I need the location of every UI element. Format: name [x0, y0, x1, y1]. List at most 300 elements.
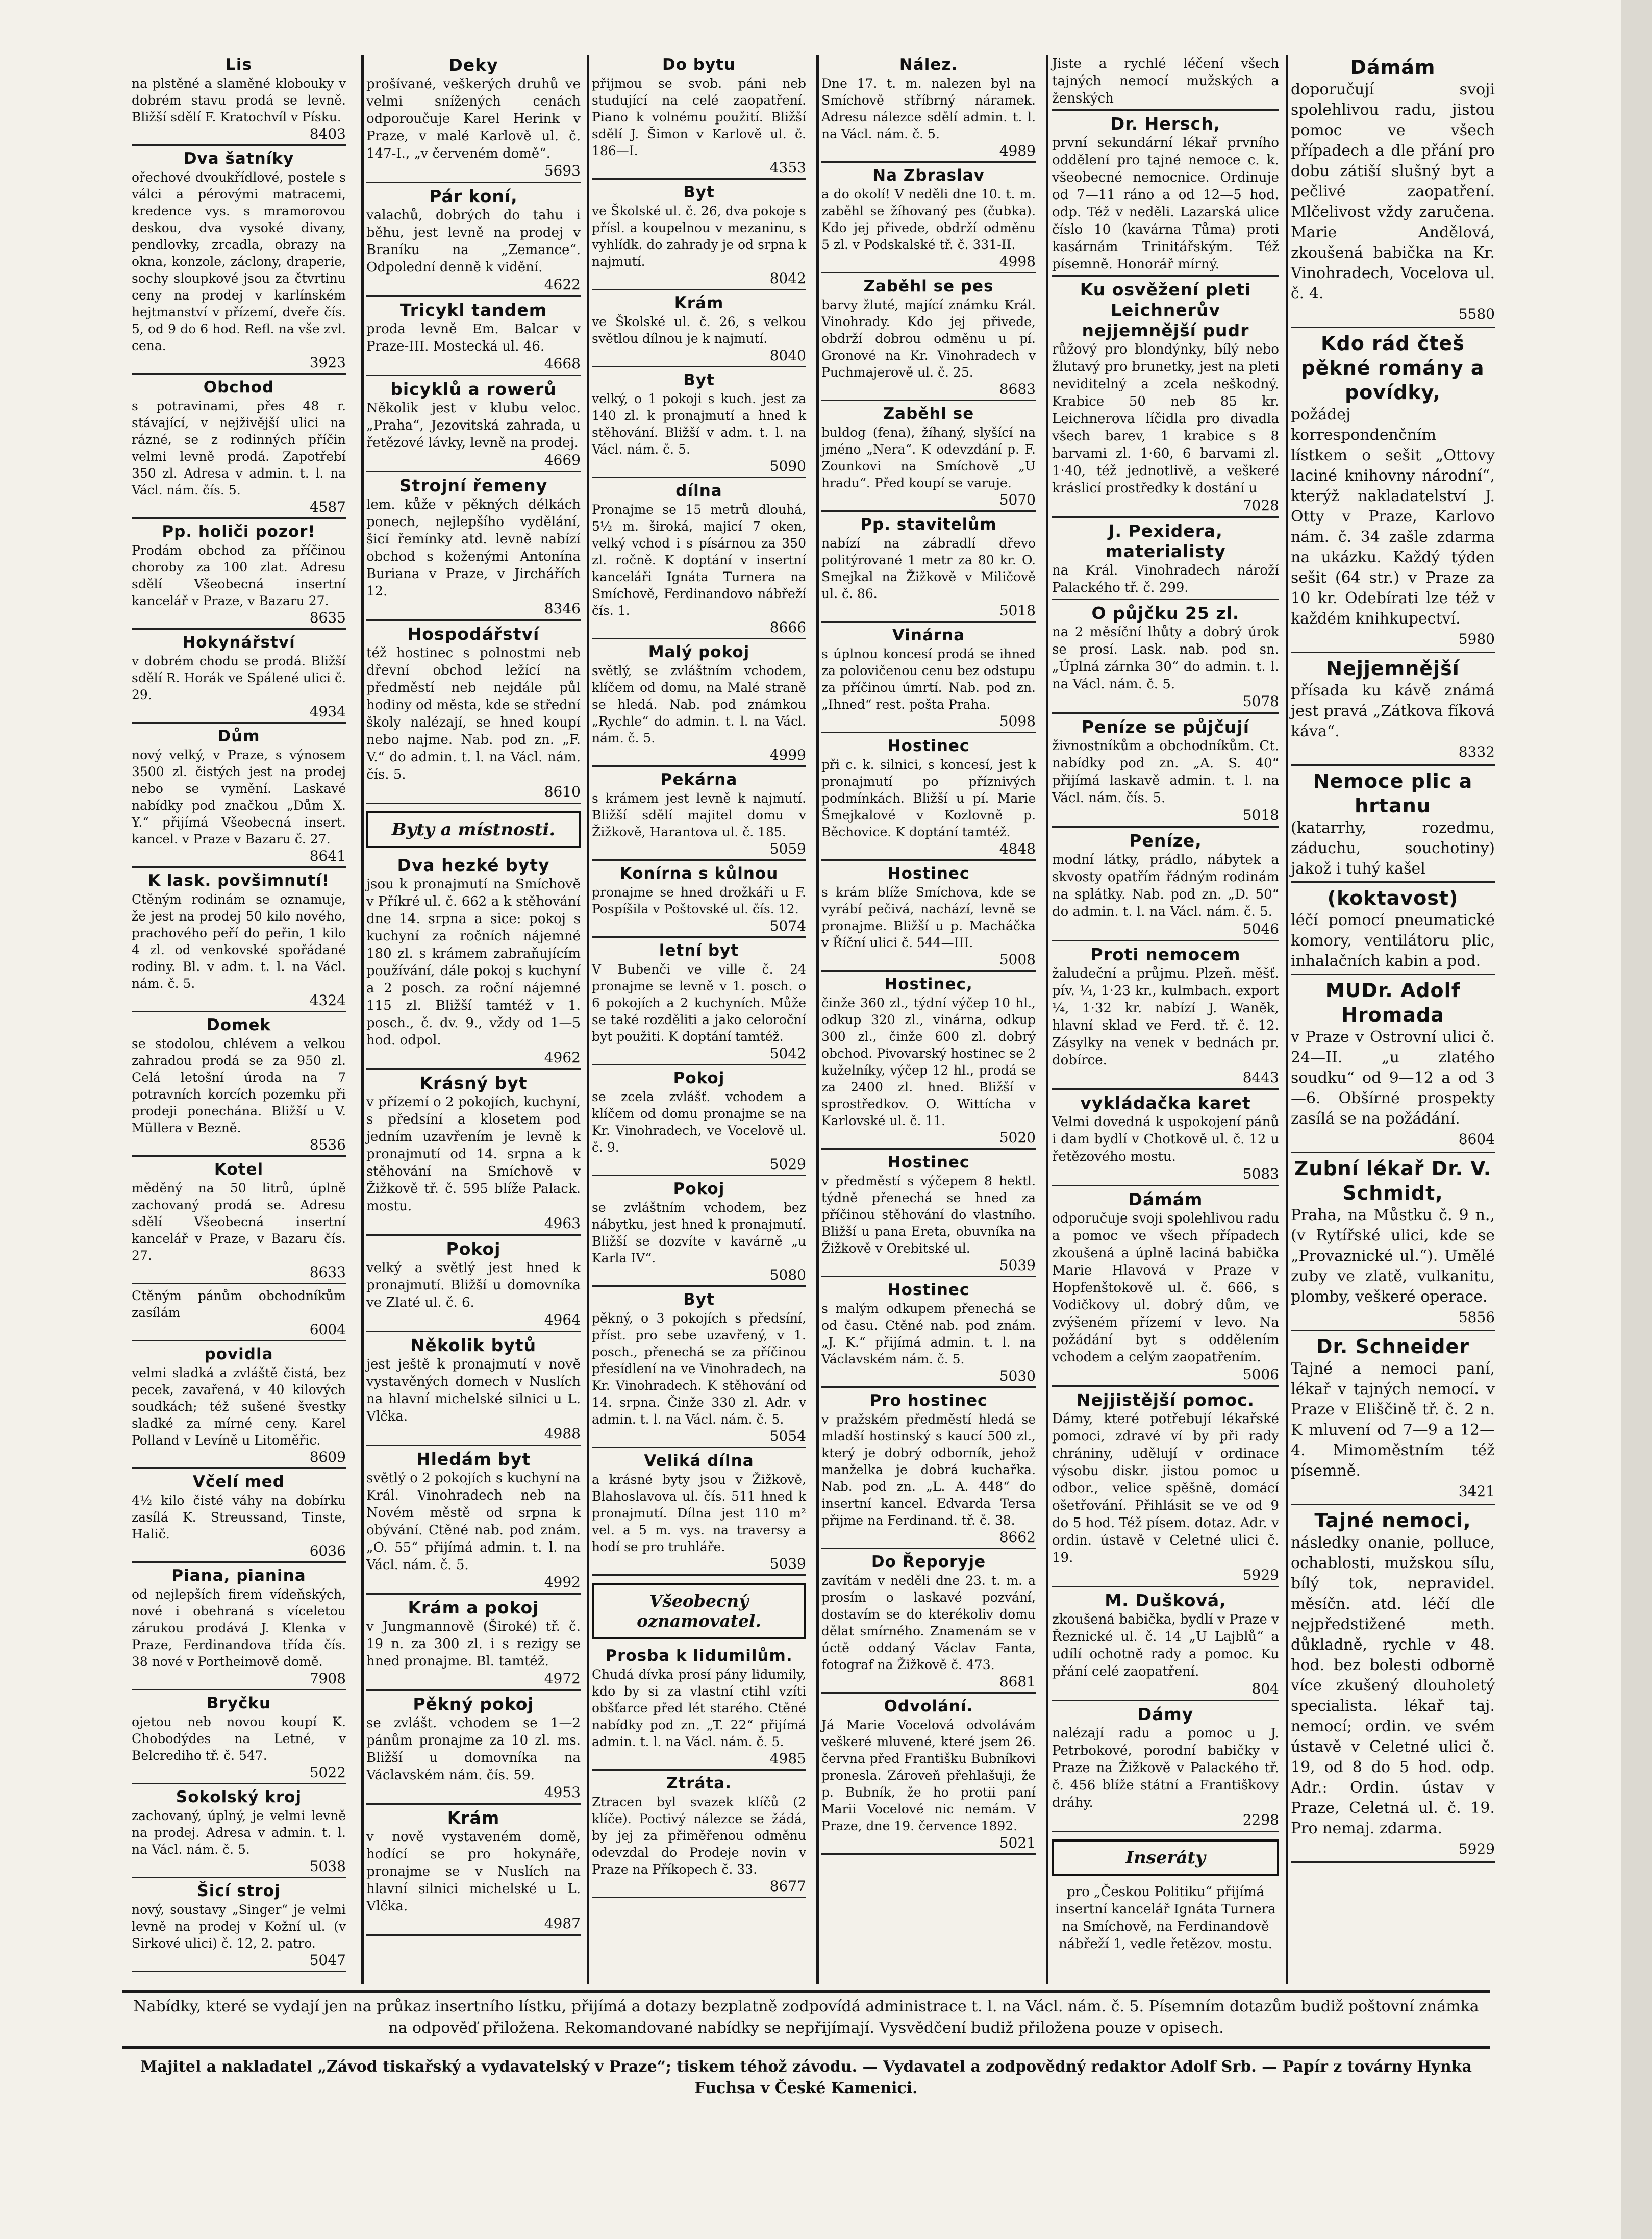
ad-body: modní látky, prádlo, nábytek a skvosty opatřím řádným rodinám na splátky. Nab. pod zn. „D. 50“ do admin. t. l. na Václ. nám. č. 5. — [1052, 852, 1279, 919]
ad-title: Strojní řemeny — [399, 476, 548, 495]
ad-title: Pp. holiči pozor! — [162, 523, 316, 541]
ad-body: Praha, na Můstku č. 9 n., (v Rytířské ulici, kde se „Provaznické ul.“). Umělé zuby ve zlatě, vulkanitu, plomby, veškeré operace. — [1291, 1206, 1495, 1306]
ad-body: léčí pomocí pneumatické komory, ventilátoru plic, inhalačních kabin a pod. — [1291, 911, 1495, 970]
classified-ad — [1052, 1093, 1279, 1186]
ad-number: 4972 — [544, 1670, 581, 1687]
ad-separator — [592, 1447, 806, 1448]
ad-title: Krásný byt — [419, 1073, 528, 1093]
ad-separator — [132, 1155, 346, 1157]
ad-separator — [821, 1853, 1036, 1855]
ad-title: J. Pexidera, materialisty — [1105, 521, 1226, 561]
ad-separator — [1291, 327, 1495, 328]
ad-number: 8040 — [769, 347, 806, 364]
ad-separator — [592, 859, 806, 861]
ad-title: Hostinec — [887, 1281, 970, 1299]
ad-title: Pokoj — [673, 1069, 725, 1087]
ad-title: Odvolání. — [884, 1697, 973, 1715]
ad-body: pronajme se hned drožkáři u F. Pospíšila v Poštovské ul. čís. 12. — [592, 885, 806, 916]
ad-separator — [366, 1934, 581, 1936]
ad-title: Obchod — [203, 378, 274, 396]
imprint: Majitel a nakladatel „Závod tiskařský a vydavatelský v Praze“; tiskem téhož závodu. — Vydavatel a zodpovědný redaktor Adolf Srb. — Papír z továrny Hynka Fuchsa v České Kamenici. — [140, 2058, 1472, 2097]
ad-title: Pp. stavitelům — [860, 515, 997, 534]
ad-title: Dámám — [1128, 1189, 1203, 1209]
classified-ad — [821, 515, 1036, 623]
ad-separator — [592, 936, 806, 938]
ad-number: 5080 — [769, 1266, 806, 1283]
ad-number: 4669 — [544, 452, 581, 468]
ad-number: 5008 — [999, 951, 1036, 968]
ad-body: a do okolí! V neděli dne 10. t. m. zaběhl se žíhovaný pes (čubka). Kdo jej přivede, obdrží odměnu 5 zl. v Podskalské tř. č. 331-II. — [821, 187, 1036, 252]
ad-separator — [132, 1783, 346, 1784]
ad-column-1 — [132, 55, 346, 1975]
ad-title: Peníze se půjčují — [1081, 717, 1250, 737]
ad-title: Do Řeporyje — [871, 1553, 986, 1571]
ad-title: Pár koní, — [429, 186, 518, 206]
ad-body: s krámem jest levně k najmutí. Bližší sdělí majitel domu v Žižkově, Harantova ul. č. 185. — [592, 791, 806, 839]
ad-separator — [1291, 1330, 1495, 1331]
section-banner: Inseráty — [1052, 1839, 1279, 1876]
ad-separator — [592, 1064, 806, 1065]
ad-body: Pronajme se 15 metrů dlouhá, 5½ m. široká, majicí 7 oken, velký vchod i s písárnou za 350 zl. ročně. K doptání v insertní kanceláři Ignáta Turnera na Smíchově, Ferdinandovo nábřeží čís. 1. — [592, 502, 806, 618]
column-rule — [816, 55, 819, 1984]
classified-ad — [1291, 1156, 1495, 1331]
ad-body: Ctěným pánům obchodníkům zasílám — [132, 1288, 346, 1320]
ad-number: 4848 — [999, 840, 1036, 857]
ad-body: Chudá dívka prosí pány lidumily, kdo by si za vlastní ctihl vzíti obšťarce před lét starého. Ctěné nabídky pod zn. „T. 22“ přijímá admin. t. l. na Václ. nám. č. 5. — [592, 1667, 806, 1749]
classified-ad — [1052, 831, 1279, 941]
ad-title: Do bytu — [662, 56, 736, 74]
ad-separator — [132, 1971, 346, 1972]
classified-ad — [592, 370, 806, 478]
ad-number: 8610 — [544, 783, 581, 800]
ad-number: 5018 — [999, 602, 1036, 619]
ad-separator — [821, 272, 1036, 273]
ad-separator — [821, 161, 1036, 163]
ad-separator — [821, 970, 1036, 972]
ad-title: Ku osvěžení pleti Leichnerův nejjemnější pudr — [1080, 280, 1251, 340]
ad-title: Zubní lékař Dr. V. Schmidt, — [1294, 1157, 1492, 1204]
ad-number: 8677 — [769, 1878, 806, 1895]
ad-separator — [592, 1897, 806, 1898]
ad-title: Proti nemocem — [1090, 944, 1241, 964]
ad-separator — [366, 182, 581, 183]
ad-number: 5929 — [1242, 1566, 1279, 1583]
ad-number: 4353 — [769, 159, 806, 176]
ad-number: 4985 — [769, 1750, 806, 1767]
ad-title: Dámy — [1137, 1704, 1194, 1724]
footer-rule — [122, 1990, 1490, 1993]
ad-body: nový, soustavy „Singer“ je velmi levně na prodej v Kožní ul. (v Sirkové ulici) č. 12, 2. patro. — [132, 1902, 346, 1951]
ad-body: zavítám v neděli dne 23. t. m. a prosím o laskavé pozvání, dostavím se do kterékoliv domu dělat smírného. Znamenám se v úctě oddaný Václav Fanta, fotograf na Žižkově č. 473. — [821, 1573, 1036, 1672]
ad-column-5 — [1052, 55, 1279, 1956]
ad-title: Dva šatníky — [183, 150, 294, 168]
ad-number: 8403 — [309, 126, 346, 142]
ad-title: Pokoj — [673, 1180, 725, 1198]
ad-separator — [366, 1331, 581, 1332]
ad-title: Zaběhl se pes — [863, 277, 994, 295]
ad-separator — [132, 1283, 346, 1284]
ad-separator — [366, 1068, 581, 1070]
ad-body: Prodám obchod za příčinou choroby za 100 zlat. Adresu sdělí Všeobecná insertní kancelář v Praze, v Bazaru 27. — [132, 543, 346, 608]
ad-body: barvy žluté, mající známku Král. Vinohrady. Kdo jej přivede, obdrží dobrou odměnu u pí. Gronové na Kr. Vinohradech v Puchmajerově ul. č. 25. — [821, 297, 1036, 380]
ad-body: doporučují svoji spolehlivou radu, jistou pomoc ve všech případech a dle přání pro dobu zátiší slušný byt a pečlivé zaopatření. Mlčelivost vždy zaručena. Marie Andělová, zkoušená babička na Kr. Vinohradech, Vocelova ul. č. 4. — [1291, 81, 1495, 303]
section-banner: Všeobecný oznamovatel. — [592, 1583, 806, 1639]
ad-separator — [1291, 652, 1495, 653]
ad-number: 5693 — [544, 162, 581, 179]
ad-body: Tajné a nemoci paní, lékař v tajných nemocí. v Praze v Eliščině tř. č. 2 n. K mluvení od 7—9 a 12—4. Mimoměstním též písemně. — [1291, 1360, 1495, 1480]
classified-ad — [366, 1449, 581, 1595]
ad-title: Dámám — [1350, 56, 1436, 79]
ad-separator — [1052, 1700, 1279, 1701]
ad-title: Nemoce plic a hrtanu — [1313, 770, 1473, 817]
classified-ad — [592, 1646, 806, 1771]
classified-ad — [132, 1881, 346, 1972]
ad-number: 5006 — [1242, 1366, 1279, 1383]
ad-number: 4587 — [309, 499, 346, 515]
ad-number: 5054 — [769, 1428, 806, 1445]
ad-body: zachovaný, úplný, je velmi levně na prodej. Adresa v admin. t. l. na Václ. nám. č. 5. — [132, 1808, 346, 1857]
classified-ad — [366, 811, 581, 848]
ad-number: 4668 — [544, 355, 581, 372]
ad-separator — [1052, 516, 1279, 518]
ad-number: 4953 — [544, 1784, 581, 1801]
ad-body: ojetou neb novou koupí K. Chobodýdes na Letné, v Belcrediho tř. č. 547. — [132, 1714, 346, 1763]
ad-number: 8443 — [1242, 1069, 1279, 1086]
ad-separator — [821, 859, 1036, 861]
ad-separator — [366, 375, 581, 376]
classified-ad — [821, 277, 1036, 401]
ad-number: 5074 — [769, 917, 806, 934]
classified-ad — [1052, 1189, 1279, 1387]
classified-ad — [1052, 1590, 1279, 1701]
ad-body: v pražském předměstí hledá se mladší hostinský s kaucí 500 zl., který je dobrý odborník, jehož manželka je dobrá kuchařka. Nab. pod zn. „L. A. 448“ do insertní kancel. Edvarda Tersa přijme na Ferdinand. tř. č. 38. — [821, 1412, 1036, 1528]
classified-ad — [1291, 1334, 1495, 1505]
ad-title: Byt — [683, 371, 715, 389]
classified-ad — [366, 1239, 581, 1332]
ad-title: Prosba k lidumilům. — [605, 1647, 793, 1665]
ad-title: Lis — [226, 56, 252, 74]
classified-ad — [1052, 944, 1279, 1090]
ad-number: 6004 — [309, 1321, 346, 1338]
classified-ad — [821, 1552, 1036, 1694]
ad-body: ořechové dvoukřídlové, postele s válci a pérovými matracemi, kredence vys. s mramorovou deskou, dva vysoké divany, pendlovky, zrcadla, obrazy na okna, konzole, záclony, draperie, sochy sloupkové jsou za čtvrtinu ceny na prodej v karlínském hejtmanství v přízemí, dveře čís. 5, od 9 do 6 hod. Refl. na vše zvl. cena. — [132, 170, 346, 353]
ad-number: 804 — [1251, 1680, 1279, 1697]
ad-number: 4962 — [544, 1049, 581, 1066]
classified-ad — [132, 55, 346, 146]
classified-ad — [1291, 769, 1495, 883]
classified-ad — [821, 864, 1036, 972]
ad-body: prošívané, veškerých druhů ve velmi snížených cenách odporoučuje Karel Herink v Praze, v malé Karlově ul. č. 147-I., „v červeném domě“. — [366, 77, 581, 161]
classified-ad — [592, 1068, 806, 1176]
ad-body: nalézají radu a pomoc u J. Petrbokové, porodní babičky v Praze na Žižkově v Palackého tř. č. 456 blíže státní a Františkovy dráhy. — [1052, 1726, 1279, 1810]
ad-separator — [1052, 109, 1279, 111]
ad-column-2 — [366, 55, 581, 1939]
ad-number: 4324 — [309, 992, 346, 1009]
classified-ad — [132, 1787, 346, 1878]
ad-number: 6036 — [309, 1543, 346, 1559]
ad-separator — [821, 1386, 1036, 1388]
ad-body: s krám blíže Smíchova, kde se vyrábí pečivá, nachází, levně se pronajme. Bližší u p. Macháčka v Říční ulici č. 544—III. — [821, 885, 1036, 950]
ad-body: se stodolou, chlévem a velkou zahradou prodá se za 950 zl. Celá letošní úroda na 7 potravních korcích pozemku při prodeji ponechána. Bližší u V. Müllera v Bezně. — [132, 1036, 346, 1135]
ad-separator — [592, 178, 806, 180]
classified-ad — [592, 770, 806, 861]
ad-title: O půjčku 25 zl. — [1091, 603, 1240, 623]
ad-body: 4½ kilo čisté váhy na dobírku zasílá K. Streussand, Tinste, Halič. — [132, 1493, 346, 1541]
ad-number: 8633 — [309, 1264, 346, 1281]
classified-ad — [1291, 55, 1495, 328]
ad-separator — [592, 366, 806, 367]
classified-ad — [592, 481, 806, 639]
ad-number: 5018 — [1242, 807, 1279, 824]
ad-number: 5039 — [999, 1257, 1036, 1274]
classified-ad — [132, 727, 346, 868]
ad-separator — [366, 803, 581, 804]
footer-rule — [122, 2046, 1490, 2049]
ad-body: zkoušená babička, bydlí v Praze v Řeznické ul. č. 14 „U Lajblů“ a udílí ochotně rady a pomoc. Ku přání celé zaopatření. — [1052, 1612, 1279, 1679]
classified-ad — [592, 293, 806, 367]
ad-body: (katarrhy, rozedmu, záduchu, souchotiny) jakož i tuhý kašel — [1291, 819, 1495, 878]
ad-number: 5038 — [309, 1858, 346, 1875]
ad-number: 5029 — [769, 1156, 806, 1173]
ad-title: Na Zbraslav — [872, 166, 985, 185]
ad-column-3 — [592, 55, 806, 1901]
classified-ad — [1291, 656, 1495, 766]
ad-number: 5039 — [769, 1555, 806, 1572]
ad-separator — [132, 722, 346, 724]
ad-number: 4934 — [309, 703, 346, 720]
ad-body: na plstěné a slaměné klobouky v dobrém stavu prodá se levně. Bližší sdělí F. Kratochvíl v Písku. — [132, 76, 346, 125]
ad-separator — [821, 400, 1036, 401]
ad-body: nový velký, v Praze, s výnosem 3500 zl. čistých jest na prodej nebo se vymění. Laskavé nabídky pod značkou „Dům X. Y.“ přijímá Všeobecná insert. kancel. v Praze v Bazaru č. 27. — [132, 748, 346, 847]
ad-title: Pekárna — [660, 770, 738, 789]
ad-title: Několik bytů — [410, 1335, 537, 1355]
ad-body: v dobrém chodu se prodá. Bližší sdělí R. Horák ve Spálené ulici č. 29. — [132, 654, 346, 702]
classified-ad — [366, 855, 581, 1070]
ad-number: 7028 — [1242, 497, 1279, 514]
ad-separator — [592, 1574, 806, 1576]
ad-number: 4992 — [544, 1574, 581, 1590]
ad-body: buldog (fena), žíhaný, slyšící na jméno „Nera“. K odevzdání p. F. Zounkovi na Smíchově „U hradu“. Před koupí se varuje. — [821, 425, 1036, 490]
ad-title: Deky — [448, 55, 498, 75]
ad-separator — [821, 621, 1036, 623]
ad-title: Malý pokoj — [648, 643, 750, 661]
ad-title: Sokolský kroj — [176, 1788, 302, 1806]
ad-title: Veliká dílna — [644, 1452, 754, 1470]
classified-ad — [366, 1335, 581, 1446]
ad-separator — [592, 477, 806, 478]
ad-number: 8635 — [309, 609, 346, 626]
classified-ad — [132, 1566, 346, 1690]
ad-body: Dne 17. t. m. nalezen byl na Smíchově stříbrný náramek. Adresu nálezce sdělí admin. t. l. na Václ. nám. č. 5. — [821, 76, 1036, 141]
classified-ad — [1052, 280, 1279, 518]
ad-body: Ztracen byl svazek klíčů (2 klíče). Poctivý nálezce se žádá, by jej za přiměřenou odměnu odevzdal do Prodeje novin v Praze na Příkopech č. 33. — [592, 1795, 806, 1877]
ad-title: Krám a pokoj — [408, 1598, 539, 1618]
ad-body: přijmou se svob. páni neb studující na celé zaopatření. Piano k volnému použití. Bližší sdělí J. Šimon v Karlově ul. č. 186—I. — [592, 76, 806, 158]
ad-separator — [132, 1561, 346, 1563]
ad-title: MUDr. Adolf Hromada — [1325, 979, 1461, 1026]
ad-body: též hostinec s polnostmi neb dřevní obchod ležící na předměstí neb nejdále půl hodiny od města, kde se střední školy nalézají, se hned koupí nebo najme. Nab. pod zn. „F. V.“ do admin. t. l. na Václ. nám. čís. 5. — [366, 645, 581, 782]
ad-body: na 2 měsíční lhůty a dobrý úrok se prosí. Lask. nab. pod sn. „Úplná zárnka 30“ do admin. t. l. na Václ. nám. č. 5. — [1052, 625, 1279, 692]
ad-separator — [592, 289, 806, 290]
ad-separator — [132, 373, 346, 375]
ad-body: Jiste a rychlé léčení všech tajných nemocí mužských a ženských — [1052, 56, 1279, 106]
ad-title: Domek — [207, 1016, 271, 1034]
ad-body: první sekundární lékař prvního oddělení pro tajné nemoce c. k. všeobecné nemocnice. Ordinuje od 7—11 ráno a od 12—5 hod. odp. Též v neděli. Lazarská ulice číslo 10 (kavárna Tůma) proti kasárnám Trinitářským. Též písemně. Honorář mírný. — [1052, 135, 1279, 272]
classified-ad — [366, 379, 581, 472]
ad-body: odporučuje svoji spolehlivou radu a pomoc ve všech případech zkoušená a úplně laciná babička Marie Hlavová v Praze v Hopfenštokově ul. č. 666, s Vodičkovy ul. dobrý dům, ve zvýšeném přízemí v levo. Na požádání byt s oddělením vchodem a celým zaopatřením. — [1052, 1211, 1279, 1365]
ad-body: pro „Českou Politiku“ přijímá insertní kancelář Ignáta Turnera na Smíchově, na Ferdinandově nábřeží 1, vedle řetězov. mostu. — [1055, 1884, 1276, 1952]
ad-number: 8666 — [769, 619, 806, 636]
ad-separator — [1052, 1831, 1279, 1832]
classified-ad — [1291, 978, 1495, 1153]
ad-separator — [366, 471, 581, 472]
classified-ad — [592, 1583, 806, 1639]
ad-title: Hostinec, — [884, 975, 973, 993]
ad-separator — [1052, 712, 1279, 714]
ad-body: jsou k pronajmutí na Smíchově v Příkré ul. č. 662 a k stěhování dne 14. srpna a sice: pokoj s kuchyní za ročních nájemné 180 zl. s krámem zabraňujícím používání, dále pokoj s kuchyní a 2 posch. za roční nájemné 115 zl. Bližší tamtéž v 1. posch., č. dv. 9., vždy od 1—5 hod. odpol. — [366, 877, 581, 1048]
ad-separator — [366, 1689, 581, 1691]
ad-title: (koktavost) — [1327, 887, 1459, 909]
ad-title: Pokoj — [446, 1239, 501, 1259]
classified-ad — [1052, 1704, 1279, 1832]
ad-title: Kotel — [214, 1160, 264, 1179]
ad-number: 4987 — [544, 1915, 581, 1932]
ad-body: světlý o 2 pokojích s kuchyní na Král. Vinohradech neb na Novém městě od srpna k obývání. Ctěné nab. pod znám. „O. 55“ přijímá admin. t. l. na Václ. nám. č. 5. — [366, 1471, 581, 1573]
ad-title: Konírna s kůlnou — [619, 864, 779, 883]
ad-number: 5856 — [1458, 1309, 1495, 1326]
ad-body: světlý, se zvláštním vchodem, klíčem od domu, na Malé straně se hledá. Nab. pod známkou „Rychle“ do admin. t. l. na Václ. nám. č. 5. — [592, 663, 806, 745]
ad-separator — [1052, 1088, 1279, 1090]
ad-body: jest ještě k pronajmutí v nově vystavěných domech v Nuslích na hlavní michelské silnici u L. Vlčka. — [366, 1357, 581, 1424]
classified-ad — [821, 55, 1036, 163]
ad-number: 8662 — [999, 1529, 1036, 1546]
ad-separator — [366, 619, 581, 621]
ad-separator — [366, 1803, 581, 1805]
ad-separator — [821, 1276, 1036, 1277]
ad-separator — [1052, 275, 1279, 277]
ad-body: Já Marie Vocelová odvolávám veškeré mluvené, které jsem 26. června před Františku Bubníkovi pronesla. Zároveň přehlašuji, že p. Bubník, že ho protii paní Marii Vocelové nic nemám. V Praze, dne 19. července 1892. — [821, 1718, 1036, 1833]
ad-separator — [1291, 974, 1495, 975]
ad-body: žaludeční a průjmu. Plzeň. měšť. pív. ¼, 1·23 kr., kulmbach. export ¼, 1·32 kr. nabízí J. Waněk, hlavní sklad ve Ferd. tř. č. 12. Zásylky na venek v bednách pr. dobírce. — [1052, 966, 1279, 1068]
classified-ad — [1052, 114, 1279, 277]
ad-number: 8346 — [544, 600, 581, 617]
ad-title: Bryčku — [206, 1694, 271, 1712]
ad-number: 2298 — [1242, 1811, 1279, 1828]
classified-ad — [132, 1345, 346, 1469]
ad-body: v předměstí s výčepem 8 hektl. týdně přenechá se hned za příčinou stěhování do vlastního. Bližší u pana Ereta, obuvníka na Žižkově v Orebitské ul. — [821, 1174, 1036, 1256]
ad-title: K lask. povšimnutí! — [148, 872, 330, 890]
ad-body: v přízemí o 2 pokojích, kuchyní, s předsíní a klosetem pod jedním uzavřením je levně k pronajmutí od 14. srpna a k stěhování na Smíchově v Žižkově tř. č. 595 blíže Palack. mostu. — [366, 1094, 581, 1214]
ad-separator — [1052, 599, 1279, 600]
ad-body: od nejlepších firem vídeňských, nové i obehraná s víceletou zárukou prodává J. Klenka v Praze, Ferdinandova třída čís. 38 nové v Portheimově domě. — [132, 1587, 346, 1669]
ad-number: 4999 — [769, 747, 806, 763]
ad-separator — [132, 1689, 346, 1690]
ad-body: měděný na 50 litrů, úplně zachovaný prodá se. Adresu sdělí Všeobecná insertní kancelář v Praze, v Bazaru čís. 27. — [132, 1181, 346, 1263]
classified-ad — [132, 1160, 346, 1284]
ad-body: velmi sladká a zvláště čistá, bez pecek, zavařená, v 40 kilových soudkách; též sušené švestky sladké za mírné ceny. Karel Polland v Levíně u Litoměřic. — [132, 1365, 346, 1448]
ad-title: Hospodářství — [407, 624, 540, 644]
classified-ad — [366, 1808, 581, 1936]
ad-body: v Praze v Ostrovní ulici č. 24—II. „u zlatého soudku“ od 9—12 a od 3—6. Obšírné prospekty zasílá se na požádání. — [1291, 1028, 1495, 1128]
ad-body: valachů, dobrých do tahu i běhu, jest levně na prodej v Braníku na „Zemance“. Odpolední denně k vidění. — [366, 208, 581, 275]
classified-ad — [821, 404, 1036, 512]
ad-separator — [132, 1877, 346, 1878]
ad-title: Dům — [217, 727, 260, 745]
ad-number: 5098 — [999, 713, 1036, 730]
ad-number: 4964 — [544, 1311, 581, 1328]
ad-title: Dr. Schneider — [1316, 1335, 1470, 1358]
ad-title: bicyklů a rowerů — [390, 379, 557, 399]
ad-number: 5980 — [1458, 631, 1495, 648]
ad-separator — [821, 1148, 1036, 1150]
ad-body: a krásné byty jsou v Žižkově, Blahoslavova ul. čís. 511 hned k pronajmutí. Dílna jest 110 m² vel. a 5 m. vys. na traversy a hodí se pro truhláře. — [592, 1472, 806, 1554]
ad-title: Piana, pianina — [171, 1566, 306, 1585]
ad-title: Tricykl tandem — [399, 300, 547, 320]
ad-title: Byt — [683, 1290, 715, 1309]
ad-separator — [132, 866, 346, 868]
ad-title: M. Dušková, — [1105, 1590, 1227, 1610]
ad-title: Hostinec — [887, 737, 970, 755]
ad-title: Hledám byt — [416, 1449, 531, 1469]
classified-ad — [592, 55, 806, 180]
ad-separator — [592, 1285, 806, 1287]
ad-body: s potravinami, přes 48 r. stávající, v nejživější ulici na rázné, se z rodinných příčin velmi levně prodá. Zapotřebí 350 zl. Adresa v admin. t. l. na Václ. nám. čís. 5. — [132, 399, 346, 497]
page-edge — [1621, 0, 1652, 2239]
classified-ad — [821, 1280, 1036, 1388]
ad-number: 5021 — [999, 1834, 1036, 1851]
classified-ad — [132, 1287, 346, 1341]
ad-separator — [1052, 1185, 1279, 1186]
ad-number: 8042 — [769, 270, 806, 287]
ad-body: růžový pro blondýnky, bílý nebo žlutavý pro brunetky, jest na pleti neviditelný a zcela neškodný. Krabice 50 neb 85 kr. Leichnerova líčidla pro divadla všech barev, 1 krabice s 8 barvami zl. 1·60, 6 barvami zl. 1·40, též jednotlivě, a veškeré kráslicí prostředky k dostání u — [1052, 342, 1279, 496]
ad-body: velký a světlý jest hned k pronajmutí. Bližší u domovníka ve Zlaté ul. č. 6. — [366, 1260, 581, 1310]
classified-ad — [592, 1290, 806, 1448]
classified-ad — [592, 941, 806, 1065]
classified-ad — [132, 871, 346, 1012]
classified-ad — [1291, 1508, 1495, 1863]
ad-number: 8609 — [309, 1449, 346, 1465]
ad-title: Vinárna — [892, 626, 965, 644]
ad-number: 8536 — [309, 1136, 346, 1153]
ad-title: Hostinec — [887, 1153, 970, 1172]
classified-ad — [366, 1073, 581, 1236]
ad-number: 5090 — [769, 458, 806, 475]
ad-body: v Jungmannově (Široké) tř. č. 19 n. za 300 zl. i s rezigy se hned pronajme. Bl. tamtéž. — [366, 1619, 581, 1669]
classified-ad — [132, 1694, 346, 1784]
classified-ad — [821, 1391, 1036, 1549]
classified-ad — [366, 1694, 581, 1805]
ad-number: 5070 — [999, 491, 1036, 508]
ad-body: požádej korrespondenčním lístkem o sešit „Ottovy laciné knihovny národní“, kterýž nakladatelství J. Otty v Praze, Karlovo nám. č. 34 zašle zdarma na ukázku. Každý týden sešit (64 str.) v Praze za 10 kr. Odebírati lze též v každém knihkupectví. — [1291, 406, 1495, 628]
ad-separator — [821, 732, 1036, 733]
classified-ad — [821, 975, 1036, 1150]
ad-number: 8332 — [1458, 743, 1495, 760]
column-rule — [587, 55, 589, 1984]
ad-title: Pro hostinec — [869, 1391, 988, 1410]
ad-separator — [132, 1011, 346, 1012]
ad-number: 4622 — [544, 276, 581, 293]
ad-body: ve Školské ul. č. 26, dva pokoje s přísl. a koupelnou v mezaninu, s vyhlídk. do zahrady je od srpna k najmutí. — [592, 204, 806, 269]
ad-body: se zvláštním vchodem, bez nábytku, jest hned k pronajmutí. Bližší se dozvíte v kavárně „u Karla IV“. — [592, 1200, 806, 1265]
ad-number: 4988 — [544, 1425, 581, 1442]
ad-separator — [1052, 940, 1279, 941]
ad-number: 5022 — [309, 1764, 346, 1781]
classified-ad — [821, 626, 1036, 733]
ad-body: následky onanie, polluce, ochablosti, mužskou sílu, bílý tok, nepravidel. měsíčn. atd. léčí dle nejpředstižené meth. důkladně, rychle v 48. hod. bez bolesti odborně více zkušený dlouholetý specialista. lékař taj. nemocí; ordin. ve svém ústavě v Celetné ulici č. 19, od 8 do 5 hod. odp. Adr.: Ordin. ústav v Praze, Celetná ul. č. 19. Pro nemaj. zdarma. — [1291, 1534, 1495, 1837]
classified-ad — [592, 642, 806, 767]
ad-body: nabízí na zábradlí dřevo politýrované 1 metr za 80 kr. O. Smejkal na Žižkově v Miličově ul. č. 86. — [821, 536, 1036, 601]
ad-body: při c. k. silnici, s koncesí, jest k pronajmutí po příznivých podmínkách. Bližší u pí. Marie Šmejkalové v Kozlovně p. Běchovice. K doptání tamtéž. — [821, 757, 1036, 839]
